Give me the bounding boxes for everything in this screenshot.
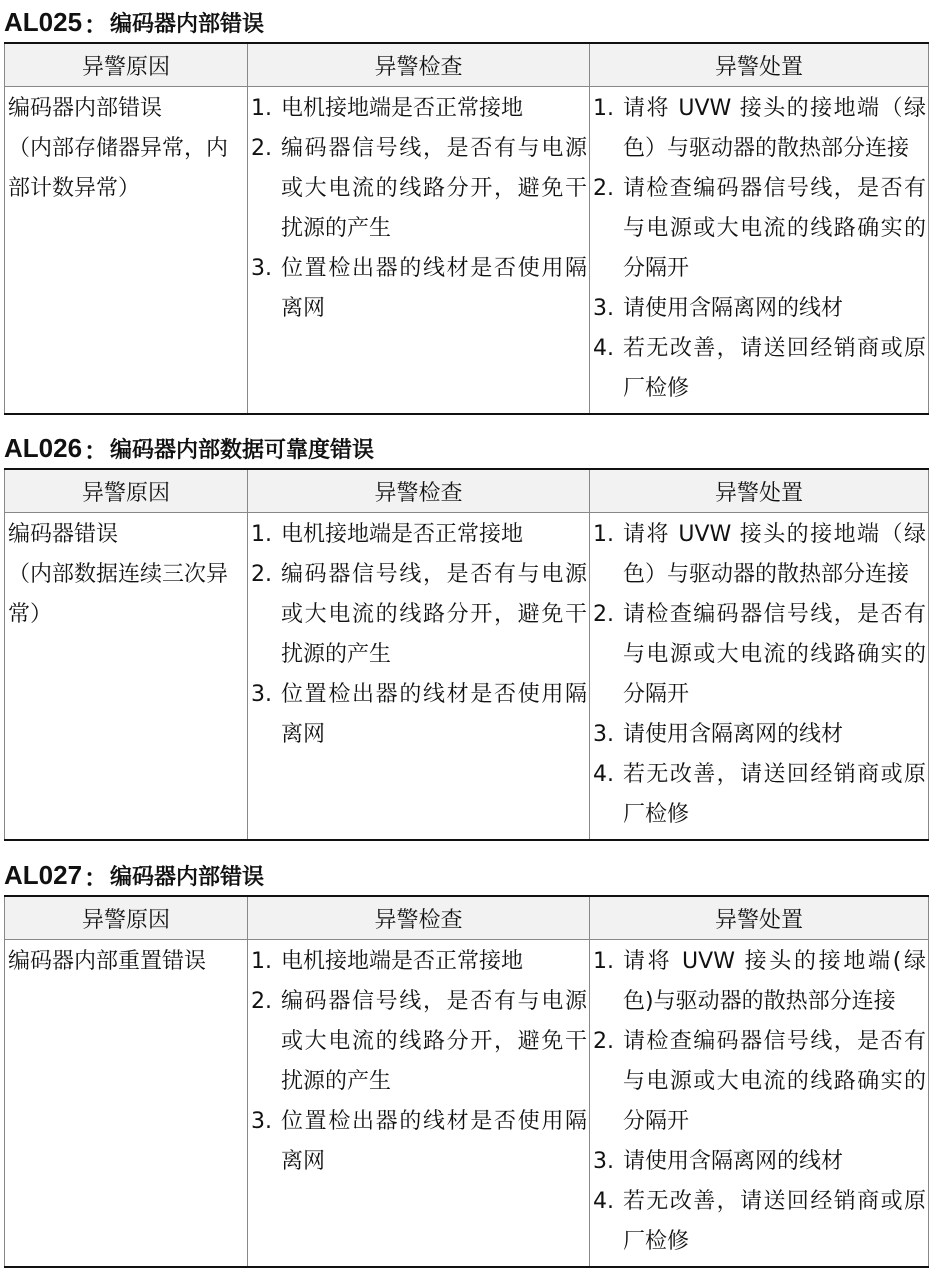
item-text: 请使用含隔离网的线材	[623, 296, 844, 321]
alarm-section-al025	[4, 2, 928, 415]
check-cell	[248, 87, 590, 415]
action-cell	[590, 940, 929, 1268]
cause-line: 编码器错误	[8, 522, 119, 547]
cause-line: 常）	[8, 602, 53, 627]
item-text: 编码器信号线，是否有与电源或大电流的线路分开，避免干扰源的产生	[281, 136, 587, 241]
item-number: 1.	[251, 96, 272, 121]
header-cause: 异警原因	[5, 43, 248, 87]
item-number: 2.	[251, 562, 272, 587]
item-text: 电机接地端是否正常接地	[281, 949, 524, 974]
item-number: 4.	[593, 762, 614, 787]
action-item	[593, 595, 926, 715]
header-action: 异警处置	[590, 896, 929, 940]
item-number: 1.	[593, 949, 614, 974]
alarm-table	[4, 895, 929, 1268]
item-text: 若无改善，请送回经销商或原厂检修	[623, 762, 926, 827]
section-title	[4, 2, 928, 42]
action-cell	[590, 513, 929, 841]
item-text: 位置检出器的线材是否使用隔离网	[281, 682, 587, 747]
header-check: 异警检查	[248, 469, 590, 513]
alarm-name: 编码器内部错误	[110, 11, 265, 37]
item-text: 请检查编码器信号线，是否有与电源或大电流的线路确实的分隔开	[623, 602, 926, 707]
item-number: 3.	[593, 296, 614, 321]
item-number: 3.	[251, 256, 272, 281]
item-number: 2.	[251, 989, 272, 1014]
action-item	[593, 329, 926, 409]
check-cell	[248, 513, 590, 841]
item-text: 位置检出器的线材是否使用隔离网	[281, 256, 587, 321]
item-text: 编码器信号线，是否有与电源或大电流的线路分开，避免干扰源的产生	[281, 989, 587, 1094]
check-item	[251, 515, 587, 555]
check-item	[251, 555, 587, 675]
header-check: 异警检查	[248, 896, 590, 940]
item-number: 3.	[593, 1149, 614, 1174]
title-separator: ：	[84, 863, 109, 892]
item-number: 2.	[593, 176, 614, 201]
item-number: 4.	[593, 336, 614, 361]
header-check: 异警检查	[248, 43, 590, 87]
item-text: 请将 UVW 接头的接地端（绿色）与驱动器的散热部分连接	[623, 96, 926, 161]
title-separator: ：	[84, 436, 109, 465]
cause-line: （内部存储器异常，内	[8, 136, 229, 161]
item-text: 电机接地端是否正常接地	[281, 96, 524, 121]
alarm-name: 编码器内部错误	[110, 864, 265, 890]
action-item	[593, 289, 926, 329]
header-action: 异警处置	[590, 43, 929, 87]
item-number: 1.	[251, 949, 272, 974]
check-item	[251, 249, 587, 329]
header-cause: 异警原因	[5, 469, 248, 513]
item-number: 2.	[593, 602, 614, 627]
item-text: 若无改善，请送回经销商或原厂检修	[623, 336, 926, 401]
item-text: 请使用含隔离网的线材	[623, 1149, 844, 1174]
alarm-table	[4, 468, 929, 841]
action-item	[593, 89, 926, 169]
cause-line: （内部数据连续三次异	[8, 562, 229, 587]
item-number: 2.	[593, 1029, 614, 1054]
item-text: 位置检出器的线材是否使用隔离网	[281, 1109, 587, 1174]
action-item	[593, 1142, 926, 1182]
cause-line: 编码器内部重置错误	[8, 949, 207, 974]
check-item	[251, 129, 587, 249]
item-text: 请检查编码器信号线，是否有与电源或大电流的线路确实的分隔开	[623, 1029, 926, 1134]
alarm-code: AL025	[4, 6, 83, 37]
cause-cell	[5, 513, 248, 841]
header-action: 异警处置	[590, 469, 929, 513]
item-text: 编码器信号线，是否有与电源或大电流的线路分开，避免干扰源的产生	[281, 562, 587, 667]
check-item	[251, 982, 587, 1102]
alarm-code: AL027	[4, 859, 83, 890]
check-cell	[248, 940, 590, 1268]
action-item	[593, 755, 926, 835]
action-cell	[590, 87, 929, 415]
cause-line: 编码器内部错误	[8, 96, 163, 121]
item-number: 3.	[593, 722, 614, 747]
item-number: 1.	[593, 522, 614, 547]
section-title	[4, 855, 928, 895]
check-item	[251, 1102, 587, 1182]
item-text: 请使用含隔离网的线材	[623, 722, 844, 747]
cause-cell	[5, 87, 248, 415]
title-separator: ：	[84, 10, 109, 39]
action-item	[593, 715, 926, 755]
item-number: 1.	[593, 96, 614, 121]
item-text: 请将 UVW 接头的接地端（绿色）与驱动器的散热部分连接	[623, 522, 926, 587]
check-item	[251, 675, 587, 755]
item-number: 2.	[251, 136, 272, 161]
section-title	[4, 428, 928, 468]
item-text: 电机接地端是否正常接地	[281, 522, 524, 547]
action-item	[593, 942, 926, 1022]
cause-line: 部计数异常）	[8, 176, 141, 201]
check-item	[251, 942, 587, 982]
item-number: 4.	[593, 1189, 614, 1214]
check-item	[251, 89, 587, 129]
alarm-table	[4, 42, 929, 415]
action-item	[593, 1022, 926, 1142]
alarm-name: 编码器内部数据可靠度错误	[110, 437, 375, 463]
item-text: 请将 UVW 接头的接地端(绿色)与驱动器的散热部分连接	[623, 949, 926, 1014]
action-item	[593, 1182, 926, 1262]
header-cause: 异警原因	[5, 896, 248, 940]
item-number: 3.	[251, 682, 272, 707]
alarm-section-al026	[4, 428, 928, 841]
action-item	[593, 515, 926, 595]
item-number: 3.	[251, 1109, 272, 1134]
cause-cell	[5, 940, 248, 1268]
alarm-code: AL026	[4, 432, 83, 463]
item-number: 1.	[251, 522, 272, 547]
item-text: 请检查编码器信号线，是否有与电源或大电流的线路确实的分隔开	[623, 176, 926, 281]
item-text: 若无改善，请送回经销商或原厂检修	[623, 1189, 926, 1254]
action-item	[593, 169, 926, 289]
alarm-section-al027	[4, 855, 928, 1268]
